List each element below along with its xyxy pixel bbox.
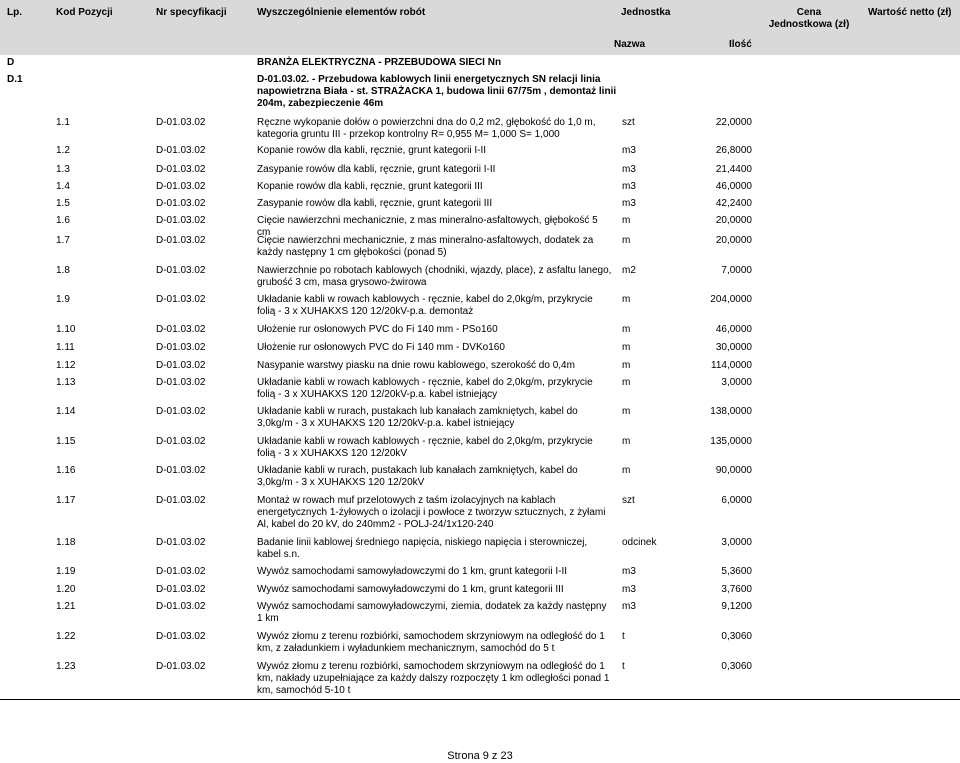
row-kod: D-01.03.02 [156, 145, 206, 156]
row-desc: Wywóz samochodami samowyładowczymi do 1 km, grunt kategorii I-II [257, 566, 568, 577]
row-kod: D-01.03.02 [156, 117, 206, 128]
row-qty: 21,4400 [715, 164, 752, 175]
row-lp: 1.12 [56, 360, 76, 371]
row-qty: 6,0000 [721, 495, 752, 506]
header-jednostka: Jednostka [621, 7, 671, 18]
subheader-ilosc: Ilość [729, 39, 752, 50]
row-lp: 1.15 [56, 436, 76, 447]
row-kod: D-01.03.02 [156, 324, 206, 335]
row-kod: D-01.03.02 [156, 377, 206, 388]
row-unit: t [622, 631, 625, 642]
header-opis: Wyszczególnienie elementów robót [257, 7, 426, 18]
row-desc: Badanie linii kablowej średniego napięcia, niskiego napięcia i sterowniczej, kabel s.n. [257, 537, 588, 560]
row-unit: m [622, 324, 631, 335]
row-desc: Wywóz złomu z terenu rozbiórki, samochodem skrzyniowym na odległość do 1 km, z załadunkiem i wyładunkiem mechanicznym, samochód do 5 t [257, 631, 605, 654]
row-kod: D-01.03.02 [156, 631, 206, 642]
header-lp: Lp. [7, 7, 22, 18]
row-qty: 5,3600 [721, 566, 752, 577]
row-qty: 138,0000 [710, 406, 752, 417]
header-wartosc: Wartość netto (zł) [868, 7, 952, 18]
row-qty: 135,0000 [710, 436, 752, 447]
row-unit: m3 [622, 584, 636, 595]
row-lp: 1.11 [56, 342, 75, 353]
row-kod: D-01.03.02 [156, 360, 206, 371]
row-kod: D-01.03.02 [156, 198, 206, 209]
header-cena: Cena Jednostkowa (zł) [768, 7, 850, 30]
row-kod: D-01.03.02 [156, 215, 206, 226]
row-lp: 1.5 [56, 198, 70, 209]
row-lp: 1.6 [56, 215, 70, 226]
row-desc: Wywóz samochodami samowyładowczymi, ziemia, dodatek za każdy następny 1 km [257, 601, 607, 624]
row-kod: D-01.03.02 [156, 661, 206, 672]
row-lp: 1.10 [56, 324, 76, 335]
row-desc: Układanie kabli w rurach, pustakach lub kanałach zamkniętych, kabel do 3,0kg/m - 3 x XUHAKXS 120 12/20kV [257, 465, 578, 488]
row-desc: Ręczne wykopanie dołów o powierzchni dna do 0,2 m2, głębokość do 1,0 m, kategoria gruntu III - przekop kontrolny R= 0,955 M= 1,000 S= 1,000 [257, 117, 596, 140]
row-desc: Ułożenie rur osłonowych PVC do Fi 140 mm - DVKo160 [257, 342, 505, 353]
row-desc: Kopanie rowów dla kabli, ręcznie, grunt kategorii III [257, 181, 483, 192]
table-bottom-rule [0, 699, 960, 700]
row-kod: D-01.03.02 [156, 235, 206, 246]
row-desc: Układanie kabli w rowach kablowych - ręcznie, kabel do 2,0kg/m, przykrycie folią - 3 x XUHAKXS 120 12/20kV [257, 436, 593, 459]
row-lp: 1.13 [56, 377, 76, 388]
row-lp: 1.16 [56, 465, 76, 476]
row-unit: m [622, 215, 631, 226]
row-lp: 1.18 [56, 537, 76, 548]
row-qty: 20,0000 [715, 215, 752, 226]
row-qty: 0,3060 [721, 631, 752, 642]
table-header [0, 0, 960, 35]
row-unit: t [622, 661, 625, 672]
row-qty: 42,2400 [715, 198, 752, 209]
row-qty: 204,0000 [710, 294, 752, 305]
row-unit: m3 [622, 145, 636, 156]
row-lp: 1.14 [56, 406, 76, 417]
row-desc: Montaż w rowach muf przelotowych z taśm izolacyjnych na kablach energetycznych 1-żyłowych o izolacji i powłoce z tworzyw sztucznych, z żyłami Al, kabel do 20 kV, do 240mm2 - POLJ-24/1x120-240 [257, 495, 606, 530]
row-lp: 1.21 [56, 601, 76, 612]
row-kod: D-01.03.02 [156, 265, 206, 276]
row-unit: m [622, 235, 631, 246]
row-unit: m3 [622, 566, 636, 577]
row-kod: D-01.03.02 [156, 294, 206, 305]
row-unit: szt [622, 495, 635, 506]
row-lp: 1.1 [56, 117, 70, 128]
row-desc: Układanie kabli w rurach, pustakach lub kanałach zamkniętych, kabel do 3,0kg/m - 3 x XUHAKXS 120 12/20kV-p.a. kabel istniejący [257, 406, 578, 429]
section-d-title: BRANŻA ELEKTRYCZNA - PRZEBUDOWA SIECI Nn [257, 57, 502, 68]
row-kod: D-01.03.02 [156, 436, 206, 447]
row-unit: m [622, 465, 631, 476]
row-qty: 7,0000 [721, 265, 752, 276]
row-kod: D-01.03.02 [156, 181, 206, 192]
row-qty: 90,0000 [715, 465, 752, 476]
row-unit: m3 [622, 601, 636, 612]
row-kod: D-01.03.02 [156, 342, 206, 353]
section-d-code: D [7, 57, 15, 68]
section-d1-code: D.1 [7, 74, 23, 85]
row-desc: Kopanie rowów dla kabli, ręcznie, grunt kategorii I-II [257, 145, 487, 156]
row-unit: m [622, 342, 631, 353]
row-unit: m2 [622, 265, 636, 276]
row-unit: m [622, 406, 631, 417]
row-unit: szt [622, 117, 635, 128]
row-kod: D-01.03.02 [156, 465, 206, 476]
row-lp: 1.22 [56, 631, 76, 642]
row-unit: m3 [622, 181, 636, 192]
row-kod: D-01.03.02 [156, 406, 206, 417]
row-desc: Nawierzchnie po robotach kablowych (chodniki, wjazdy, place), z asfaltu lanego, grubość 3 cm, masa grysowo-żwirowa [257, 265, 612, 288]
row-desc: Zasypanie rowów dla kabli, ręcznie, grunt kategorii I-II [257, 164, 496, 175]
row-qty: 20,0000 [715, 235, 752, 246]
row-lp: 1.20 [56, 584, 76, 595]
row-qty: 46,0000 [715, 181, 752, 192]
row-lp: 1.7 [56, 235, 70, 246]
row-unit: m [622, 294, 631, 305]
row-lp: 1.2 [56, 145, 70, 156]
row-kod: D-01.03.02 [156, 537, 206, 548]
row-lp: 1.19 [56, 566, 76, 577]
row-qty: 3,0000 [721, 537, 752, 548]
section-d1-title: D-01.03.02. - Przebudowa kablowych linii energetycznych SN relacji linia napowietrzna Biała - st. STRAŻACKA 1, budowa linii 67/75m , demontaż linii 204m, zabezpieczenie 46m [257, 74, 617, 109]
row-desc: Cięcie nawierzchni mechanicznie, z mas mineralno-asfaltowych, dodatek za każdy następny 1 cm głębokości (ponad 5) [257, 235, 594, 258]
row-unit: m [622, 436, 631, 447]
header-nr-specyfikacji: Nr specyfikacji [156, 7, 227, 18]
row-kod: D-01.03.02 [156, 566, 206, 577]
row-lp: 1.23 [56, 661, 76, 672]
row-qty: 9,1200 [721, 601, 752, 612]
row-lp: 1.3 [56, 164, 70, 175]
row-qty: 3,7600 [721, 584, 752, 595]
row-unit: odcinek [622, 537, 657, 548]
row-kod: D-01.03.02 [156, 601, 206, 612]
row-unit: m3 [622, 164, 636, 175]
page-number: Strona 9 z 23 [447, 750, 513, 762]
row-qty: 3,0000 [721, 377, 752, 388]
row-lp: 1.17 [56, 495, 76, 506]
row-desc: Ułożenie rur osłonowych PVC do Fi 140 mm - PSo160 [257, 324, 498, 335]
row-desc: Układanie kabli w rowach kablowych - ręcznie, kabel do 2,0kg/m, przykrycie folią - 3 x XUHAKXS 120 12/20kV-p.a. kabel istniejący [257, 377, 593, 400]
row-desc: Zasypanie rowów dla kabli, ręcznie, grunt kategorii III [257, 198, 493, 209]
row-lp: 1.9 [56, 294, 70, 305]
row-qty: 114,0000 [711, 360, 752, 371]
row-desc: Wywóz złomu z terenu rozbiórki, samochodem skrzyniowym na odległość do 1 km, nakłady uzupełniające za każdy dalszy rozpoczęty 1 km odległości ponad 1 km, samochód 5-10 t [257, 661, 610, 696]
row-qty: 30,0000 [715, 342, 752, 353]
row-unit: m [622, 377, 631, 388]
row-kod: D-01.03.02 [156, 584, 206, 595]
row-unit: m [622, 360, 631, 371]
row-qty: 26,8000 [715, 145, 752, 156]
table-subheader [0, 35, 960, 55]
header-kod-pozycji: Kod Pozycji [56, 7, 113, 18]
row-desc: Cięcie nawierzchni mechanicznie, z mas mineralno-asfaltowych, głębokość 5 cm [257, 215, 598, 238]
row-desc: Układanie kabli w rowach kablowych - ręcznie, kabel do 2,0kg/m, przykrycie folią - 3 x XUHAKXS 120 12/20kV-p.a. demontaż [257, 294, 593, 317]
row-lp: 1.8 [56, 265, 70, 276]
row-kod: D-01.03.02 [156, 495, 206, 506]
subheader-nazwa: Nazwa [614, 39, 646, 50]
row-qty: 46,0000 [715, 324, 752, 335]
row-qty: 0,3060 [721, 661, 752, 672]
row-lp: 1.4 [56, 181, 70, 192]
row-desc: Wywóz samochodami samowyładowczymi do 1 km, grunt kategorii III [257, 584, 564, 595]
row-kod: D-01.03.02 [156, 164, 206, 175]
row-desc: Nasypanie warstwy piasku na dnie rowu kablowego, szerokość do 0,4m [257, 360, 575, 371]
row-qty: 22,0000 [715, 117, 752, 128]
row-unit: m3 [622, 198, 636, 209]
